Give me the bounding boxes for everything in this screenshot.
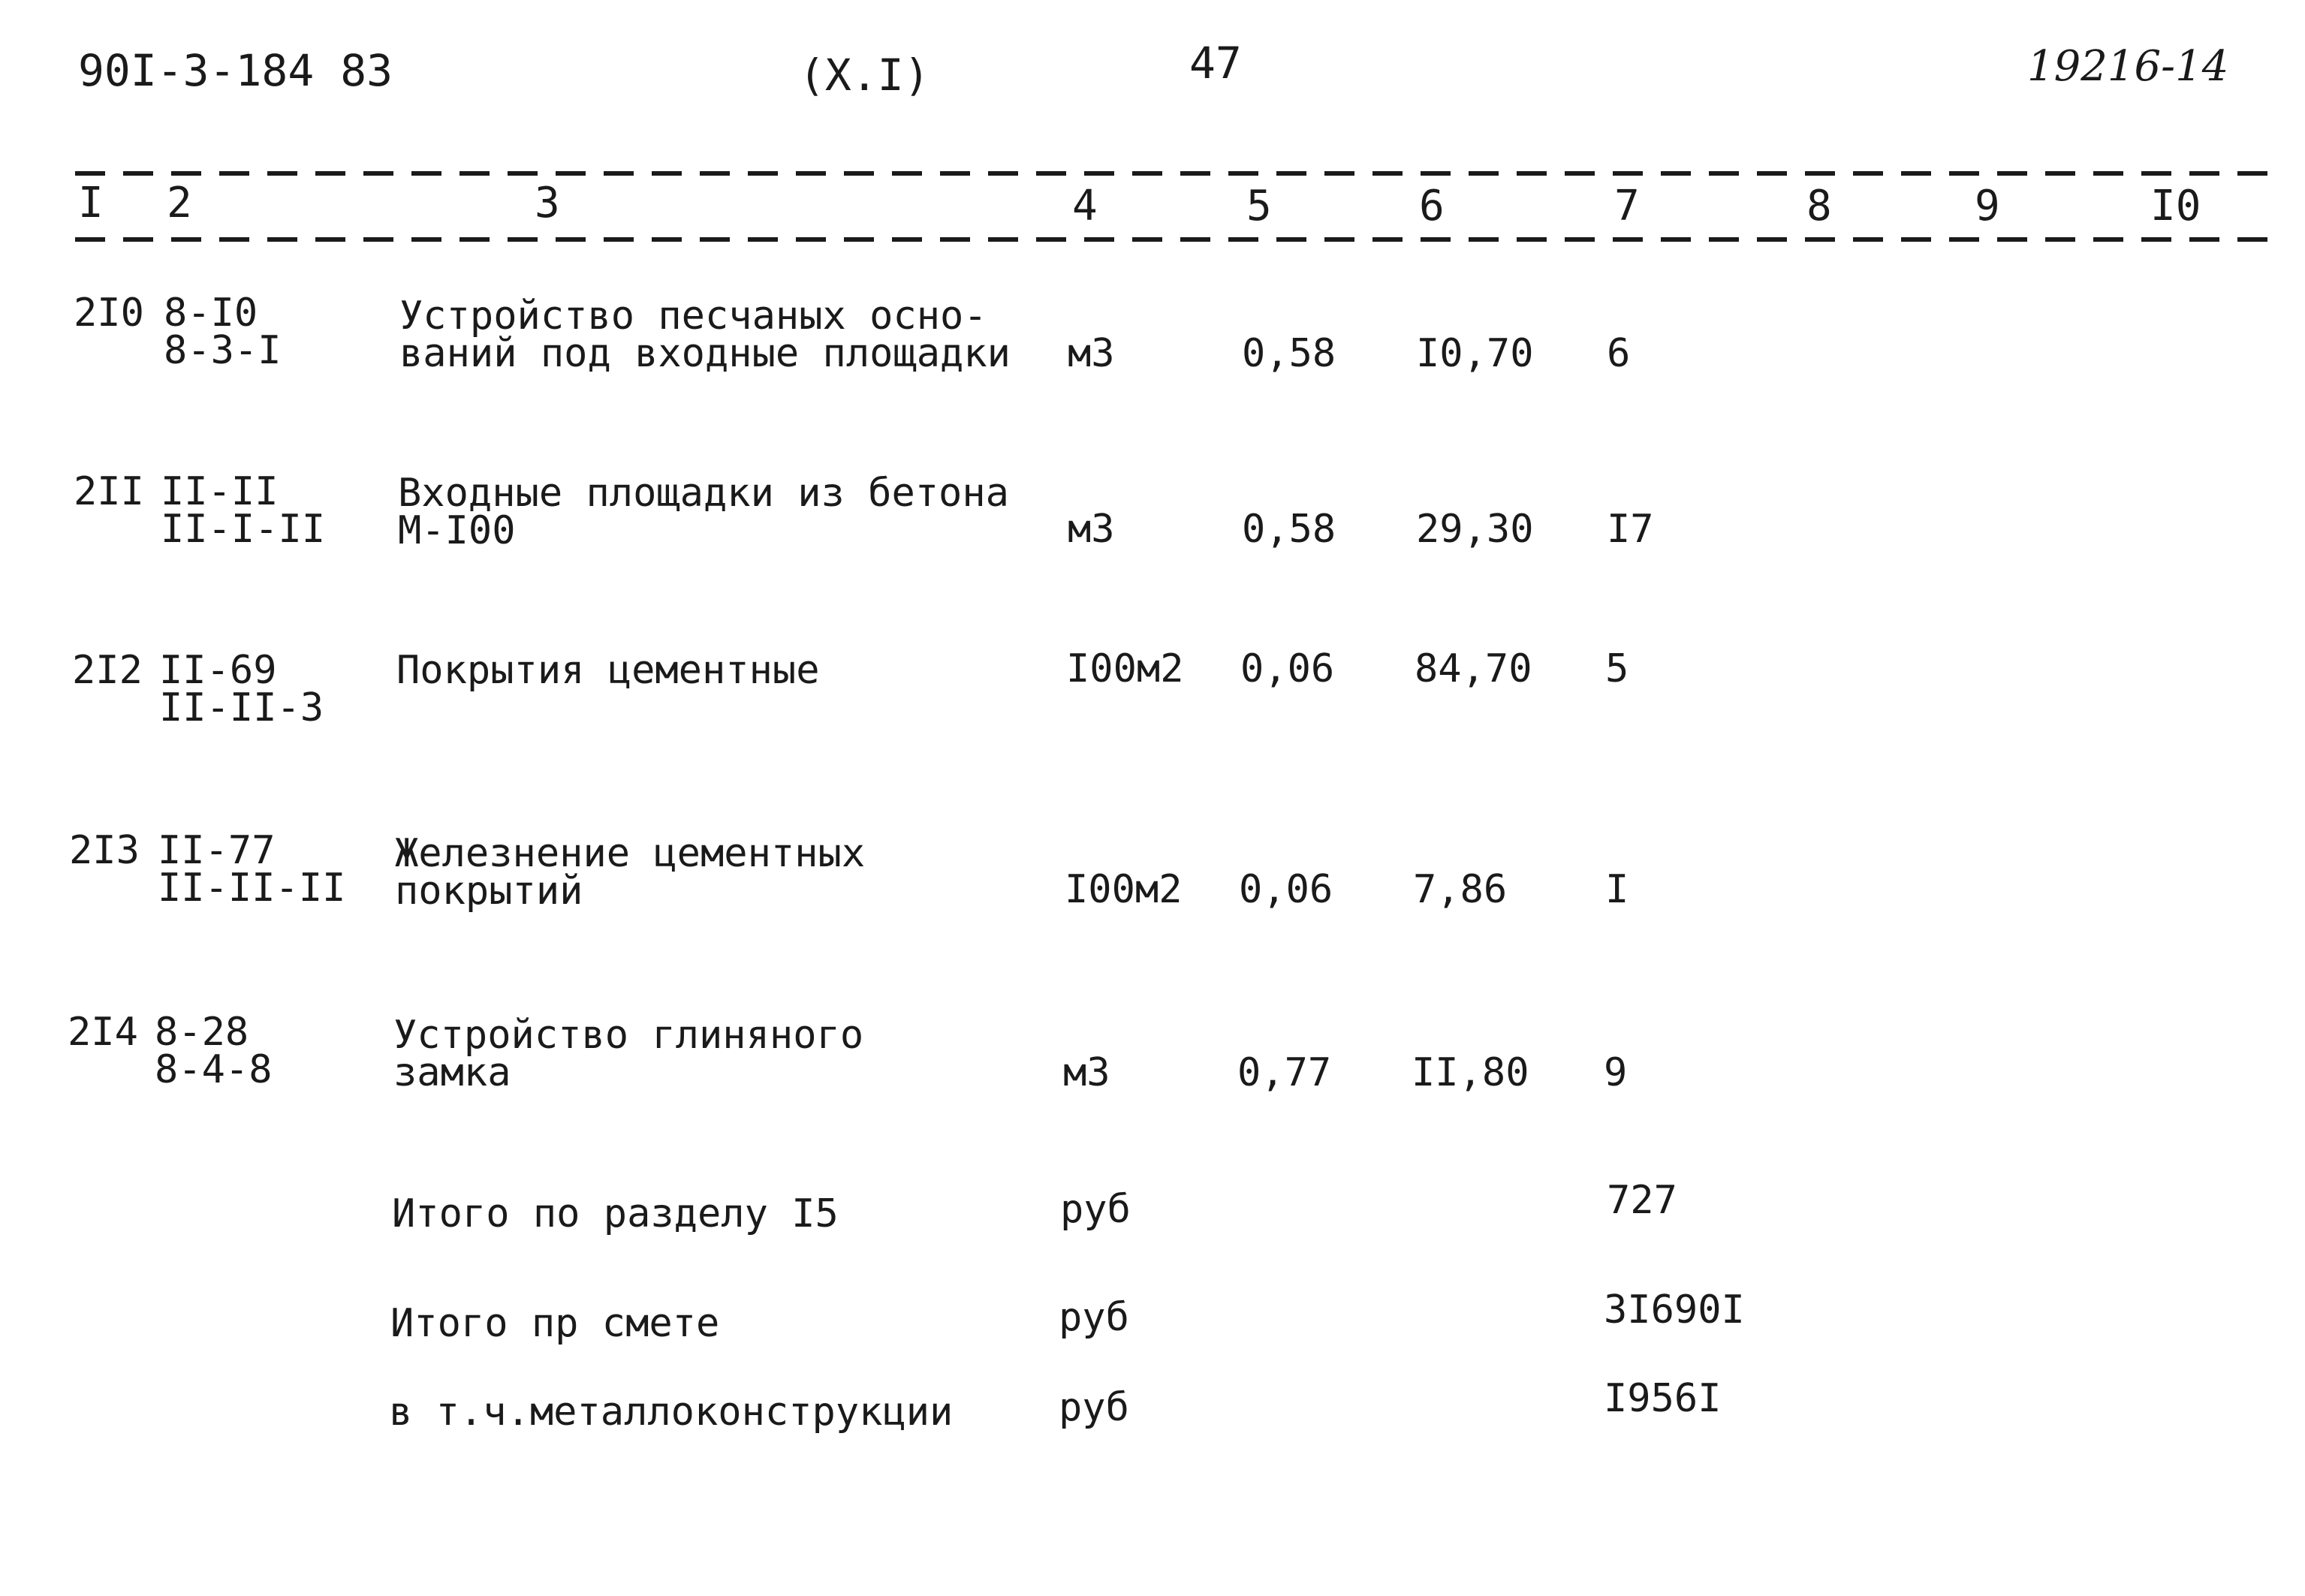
- work-description-cont: покрытий: [395, 869, 583, 914]
- quantity: 0,77: [1237, 1050, 1332, 1095]
- column-header-6: 6: [1419, 182, 1445, 230]
- metal-structures-label: в т.ч.металлоконструкции: [389, 1390, 954, 1435]
- row-number: 2I2: [72, 648, 143, 693]
- total-estimate-value: 3I690I: [1604, 1287, 1745, 1333]
- header-bottom-divider: [75, 237, 2267, 242]
- row-number: 2II: [74, 469, 144, 514]
- work-description: Устройство песчаных осно-: [399, 294, 987, 339]
- section-label: (X.I): [799, 50, 930, 101]
- unit-price: 29,30: [1416, 507, 1534, 552]
- header-top-divider: [75, 171, 2267, 176]
- column-header-4: 4: [1072, 182, 1098, 230]
- work-description-cont: ваний под входные площадки: [399, 331, 1011, 376]
- unit: м3: [1063, 1050, 1110, 1095]
- quantity: 0,58: [1242, 507, 1336, 552]
- total-cost: 9: [1604, 1050, 1628, 1095]
- row-number: 2I3: [69, 828, 140, 873]
- unit-price: 7,86: [1413, 867, 1508, 912]
- rate-code-sub: II-II-II: [158, 866, 346, 911]
- unit-price: 84,70: [1415, 646, 1532, 691]
- work-description: Железнение цементных: [395, 831, 866, 876]
- total-cost: 6: [1607, 331, 1631, 376]
- total-estimate-label: Итого пр смете: [390, 1301, 720, 1346]
- total-section-unit: руб: [1060, 1187, 1131, 1232]
- unit: м3: [1068, 507, 1115, 552]
- registration-stamp: 19216-14: [2027, 42, 2229, 91]
- unit-price: II,80: [1412, 1050, 1529, 1095]
- work-description: Входные площадки из бетона: [398, 471, 1009, 516]
- work-description-cont: замка: [393, 1050, 511, 1095]
- column-header-10: I0: [2150, 182, 2201, 230]
- row-number: 2I0: [74, 291, 144, 336]
- quantity: 0,58: [1242, 331, 1336, 376]
- column-header-8: 8: [1806, 182, 1832, 230]
- quantity: 0,06: [1239, 867, 1333, 912]
- unit-price: I0,70: [1416, 331, 1534, 376]
- quantity: 0,06: [1240, 646, 1335, 691]
- rate-code: II-69: [159, 648, 277, 693]
- total-estimate-unit: руб: [1059, 1295, 1129, 1340]
- total-section-value: 727: [1607, 1178, 1677, 1223]
- column-header-2: 2: [167, 179, 192, 227]
- row-number: 2I4: [68, 1010, 138, 1055]
- work-description: Устройство глиняного: [393, 1013, 864, 1058]
- unit: I00м2: [1065, 867, 1183, 912]
- rate-code-sub: II-II-3: [159, 685, 324, 730]
- rate-code: 8-28: [155, 1010, 249, 1055]
- rate-code: 8-I0: [164, 291, 258, 336]
- column-header-5: 5: [1246, 182, 1272, 230]
- rate-code-sub: 8-4-8: [155, 1047, 273, 1092]
- column-header-1: I: [78, 179, 104, 227]
- unit: I00м2: [1066, 646, 1184, 691]
- total-cost: 5: [1605, 646, 1629, 691]
- metal-structures-unit: руб: [1059, 1385, 1129, 1430]
- column-header-7: 7: [1614, 182, 1640, 230]
- work-description: Покрытия цементные: [396, 648, 820, 693]
- rate-code-sub: 8-3-I: [164, 328, 282, 373]
- unit: м3: [1068, 331, 1115, 376]
- page-number: 47: [1189, 38, 1242, 89]
- document-code: 90I-3-184 83: [78, 45, 393, 96]
- total-cost: I7: [1607, 507, 1654, 552]
- rate-code: II-77: [158, 828, 276, 873]
- rate-code-sub: II-I-II: [161, 507, 326, 552]
- column-header-3: 3: [535, 179, 560, 227]
- work-description-cont: М-I00: [398, 508, 516, 553]
- metal-structures-value: I956I: [1604, 1376, 1722, 1421]
- total-cost: I: [1605, 867, 1629, 912]
- rate-code: II-II: [161, 469, 279, 514]
- total-section-label: Итого по разделу I5: [392, 1191, 839, 1236]
- column-header-9: 9: [1975, 182, 2000, 230]
